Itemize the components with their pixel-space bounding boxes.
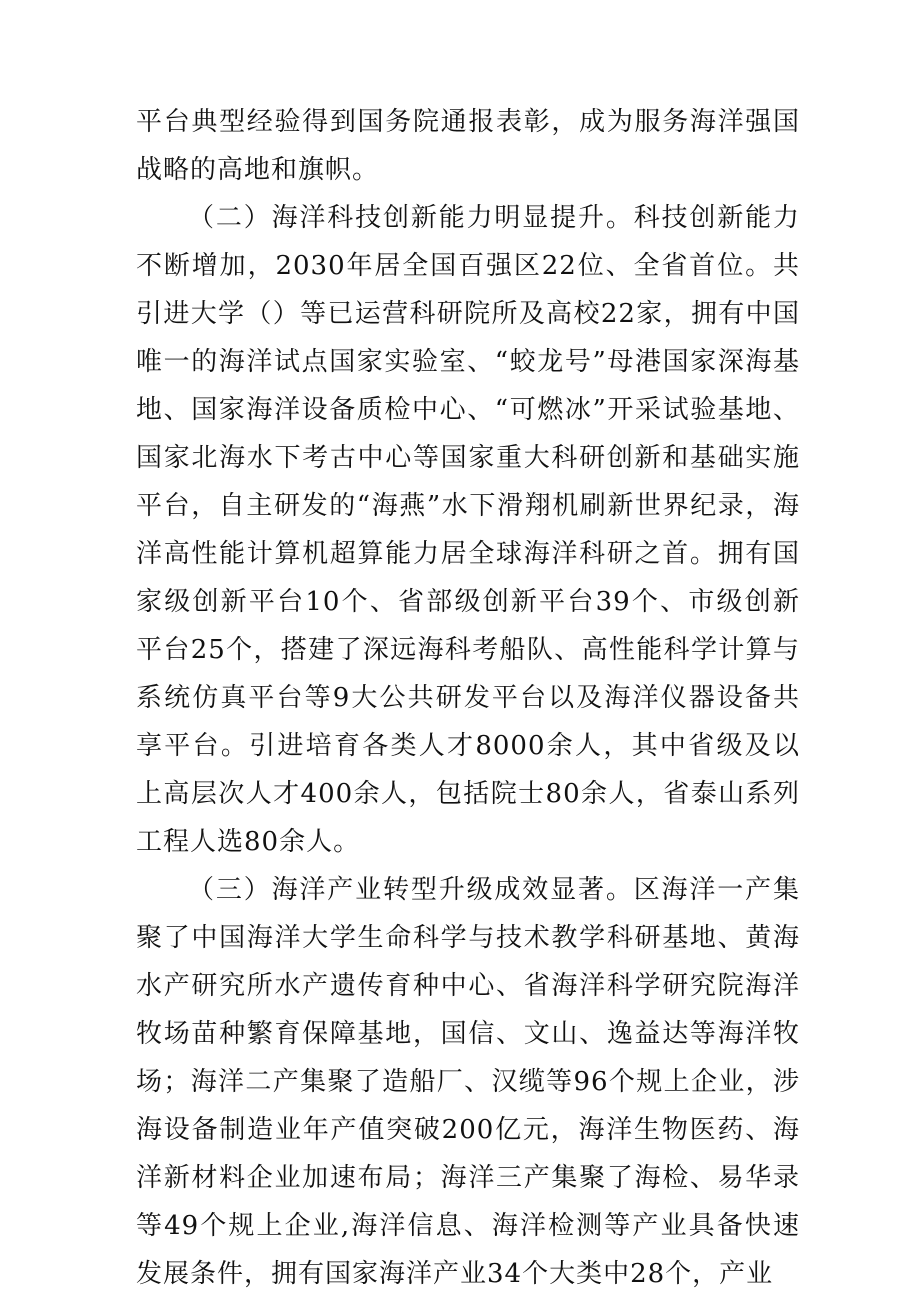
paragraph-ocean-industry-upgrade: （三）海洋产业转型升级成效显著。区海洋一产集聚了中国海洋大学生命科学与技术教学科研基地、黄海水产研究所水产遗传育种中心、省海洋科学研究院海洋牧场苗种繁育保障基地，国信、文山、逸益达等海洋牧场；海洋二产集聚了造船厂、汉缆等96个规上企业，涉海设备制造业年产值突破200亿元，海洋生物医药、海洋新材料企业加速布局；海洋三产集聚了海检、易华录等49个规上企业,海洋信息、海洋检测等产业具备快速发展条件，拥有国家海洋产业34个大类中28个，产业 [136,875,800,1289]
paragraph-ocean-tech-innovation: （二）海洋科技创新能力明显提升。科技创新能力不断增加，2030年居全国百强区22位、全省首位。共引进大学（）等已运营科研院所及高校22家，拥有中国唯一的海洋试点国家实验室、“蛟龙号”母港国家深海基地、国家海洋设备质检中心、“可燃冰”开采试验基地、国家北海水下考古中心等国家重大科研创新和基础实施平台，自主研发的“海燕”水下滑翔机刷新世界纪录，海洋高性能计算机超算能力居全球海洋科研之首。拥有国家级创新平台10个、省部级创新平台39个、市级创新平台25个，搭建了深远海科考船队、高性能科学计算与系统仿真平台等9大公共研发平台以及海洋仪器设备共享平台。引进培育各类人才8000余人，其中省级及以上高层次人才400余人，包括院士80余人，省泰山系列工程人选80余人。 [136,203,800,857]
document-body [136,98,800,1298]
paragraph-continuation: 平台典型经验得到国务院通报表彰，成为服务海洋强国战略的高地和旗帜。 [136,107,800,185]
